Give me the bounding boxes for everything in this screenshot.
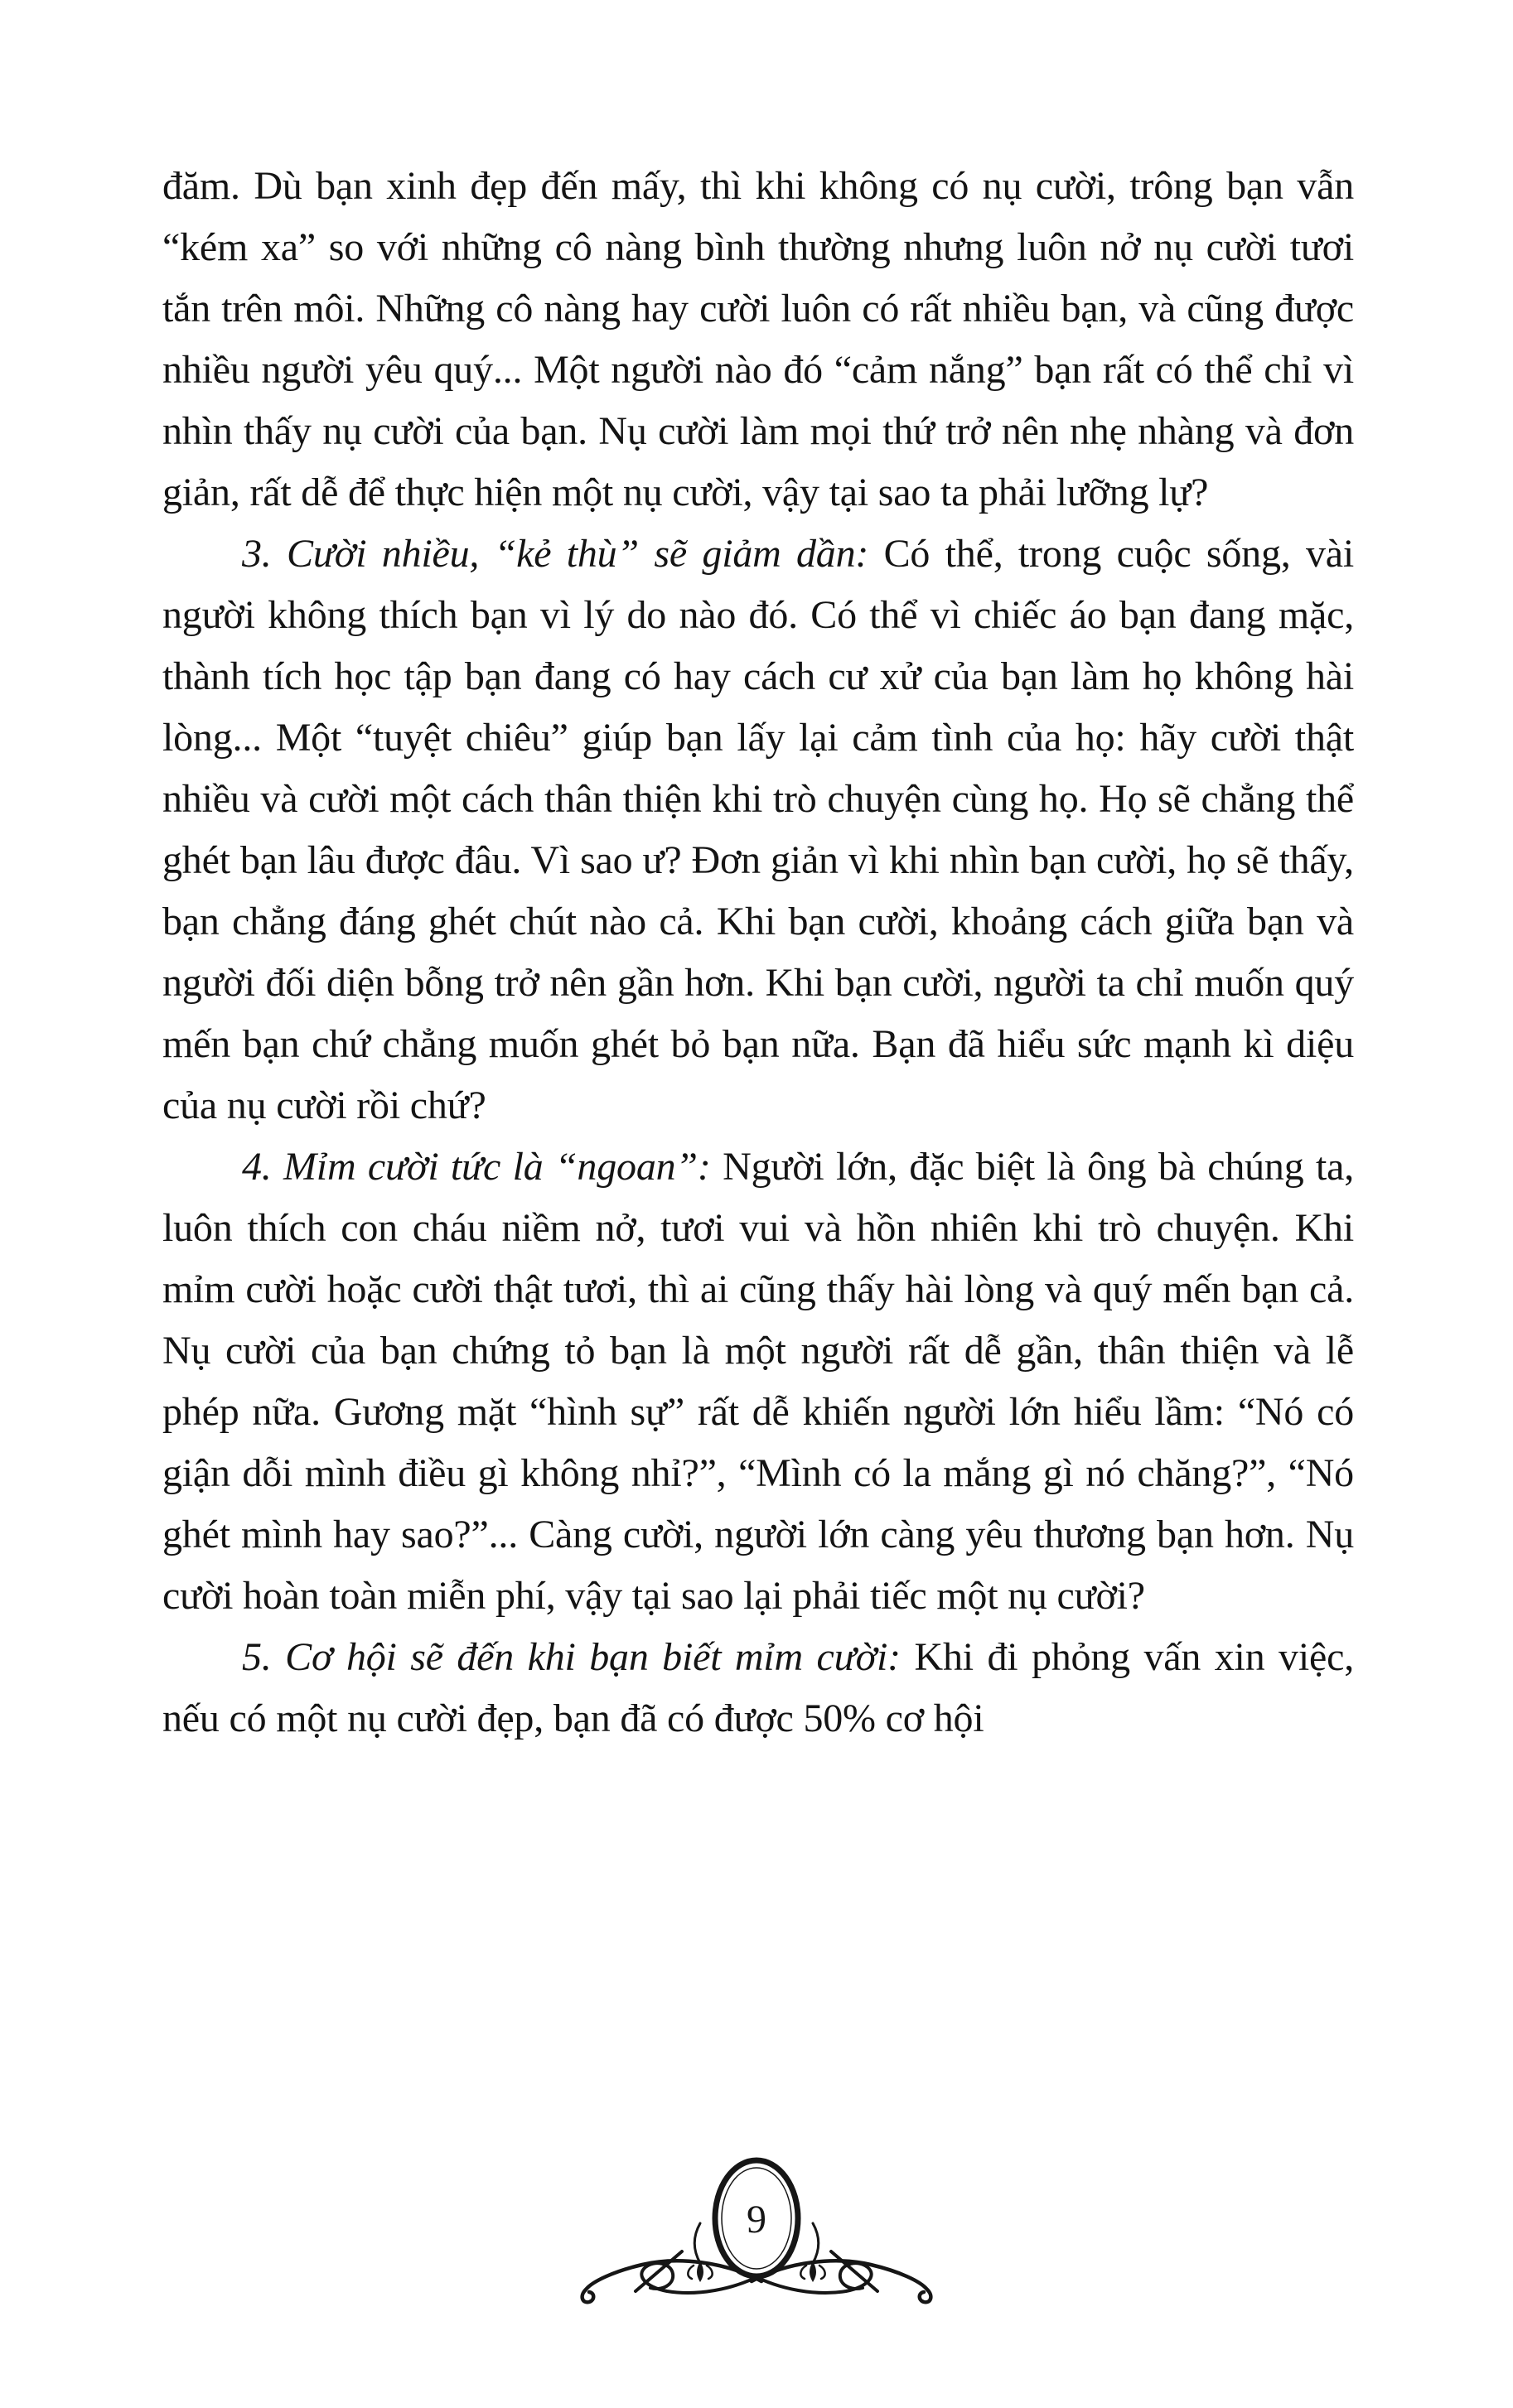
page-footer <box>0 2152 1513 2311</box>
paragraph-item-4 <box>162 1136 1354 1627</box>
paragraph-lead: 4. Mỉm cười tức là “ngoan”: <box>242 1145 711 1189</box>
paragraph-body: đăm. Dù bạn xinh đẹp đến mấy, thì khi không có nụ cười, trông bạn vẫn “kém xa” so với những cô nàng bình thường nhưng luôn nở nụ cười tươi tắn trên môi. Những cô nàng hay cười luôn có rất nhiều bạn, và cũng được nhiều người yêu quý... Một người nào đó “cảm nắng” bạn rất có thể chỉ vì nhìn thấy nụ cười của bạn. Nụ cười làm mọi thứ trở nên nhẹ nhàng và đơn giản, rất dễ để thực hiện một nụ cười, vậy tại sao ta phải lưỡng lự? <box>162 164 1354 514</box>
paragraph-body: Người lớn, đặc biệt là ông bà chúng ta, luôn thích con cháu niềm nở, tươi vui và hồn nhiên khi trò chuyện. Khi mỉm cười hoặc cười thật tươi, thì ai cũng thấy hài lòng và quý mến bạn cả. Nụ cười của bạn chứng tỏ bạn là một người rất dễ gần, thân thiện và lễ phép nữa. Gương mặt “hình sự” rất dễ khiến người lớn hiểu lầm: “Nó có giận dỗi mình điều gì không nhỉ?”, “Mình có la mắng gì nó chăng?”, “Nó ghét mình hay sao?”... Càng cười, người lớn càng yêu thương bạn hơn. Nụ cười hoàn toàn miễn phí, vậy tại sao lại phải tiếc một nụ cười? <box>162 1145 1354 1618</box>
paragraph-continuation <box>162 156 1354 524</box>
page-number: 9 <box>747 2198 766 2242</box>
paragraph-body: Có thể, trong cuộc sống, vài người không thích bạn vì lý do nào đó. Có thể vì chiếc áo bạn đang mặc, thành tích học tập bạn đang có hay cách cư xử của bạn làm họ không hài lòng... Một “tuyệt chiêu” giúp bạn lấy lại cảm tình của họ: hãy cười thật nhiều và cười một cách thân thiện khi trò chuyện cùng họ. Họ sẽ chẳng thể ghét bạn lâu được đâu. Vì sao ư? Đơn giản vì khi nhìn bạn cười, họ sẽ thấy, bạn chẳng đáng ghét chút nào cả. Khi bạn cười, khoảng cách giữa bạn và người đối diện bỗng trở nên gần hơn. Khi bạn cười, người ta chỉ muốn quý mến bạn chứ chẳng muốn ghét bỏ bạn nữa. Bạn đã hiểu sức mạnh kì diệu của nụ cười rồi chứ? <box>162 532 1354 1127</box>
paragraph-body: Khi đi phỏng vấn xin việc, nếu có một nụ cười đẹp, bạn đã có được 50% cơ hội <box>162 1635 1354 1740</box>
paragraph-lead: 3. Cười nhiều, “kẻ thù” sẽ giảm dần: <box>242 532 869 576</box>
flourish-right <box>752 2223 931 2302</box>
page-number-ornament <box>566 2152 947 2311</box>
paragraph-item-5 <box>162 1627 1354 1749</box>
paragraph-item-3 <box>162 524 1354 1136</box>
page-text-block <box>162 156 1354 1749</box>
paragraph-lead: 5. Cơ hội sẽ đến khi bạn biết mỉm cười: <box>242 1635 901 1679</box>
